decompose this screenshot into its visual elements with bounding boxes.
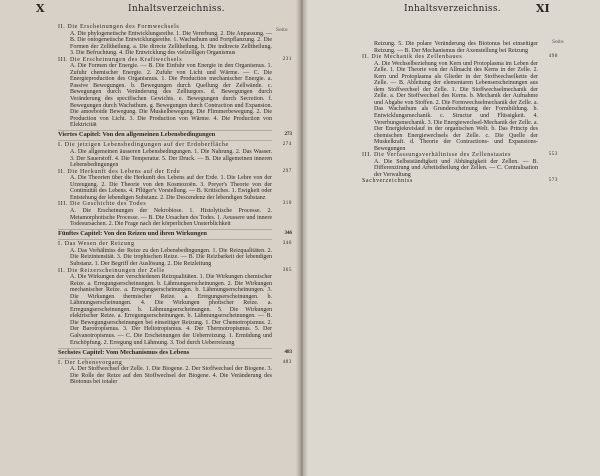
running-head: Inhaltsverzeichniss.: [128, 4, 225, 14]
toc-entry-text: A. Die Wirkungen der verschiedenen Reizqualitäten. 1. Die Wirkungen chemischer Reize. a. Erregungserscheinungen. b. Lähmungserscheinungen. 2. Die Wirkungen mechanischer Reize. a. Erregungserscheinungen. b. Lähmungserscheinungen. 3. Die Wirkungen thermischer Reize. a. Erregungserscheinungen. b. Lähmungserscheinungen. 4. Die Wirkungen photischer Reize. a. Erregungserscheinungen. b. Lähmungserscheinungen. 5. Die Wirkungen elektrischer Reize. a. Erregungserscheinungen. b. Lähmungserscheinungen. — B. Die Bewegungserscheinungen bei einseitiger Reizung. 1. Der Chemotropismus. 2. Der Barotropismus. 3. Der Heliotropismus. 4. Der Thermotropismus. 5. Der Galvanotropismus. — C. Die Erscheinungen der Ueberreizung. 1. Ermüdung und Erschöpfung. 2. Erregung und Lähmung. 3. Tod durch Ueberreizung: [70, 274, 272, 346]
toc-entry-text: III. Die Verfassungsverhältnisse des Zellenstaates: [362, 152, 512, 159]
toc-entry-text: A. Das Verhältniss der Reize zu den Lebensbedingungen. 1. Die Reizqualitäten. 2. Die Reizintensität. 3. Die trophischen Reize. — B. Die Reizbarkeit der lebendigen Substanz. 1. Der Begriff der Auslösung. 2. Die Reizleitung: [70, 247, 272, 267]
toc-subentry: [362, 61, 538, 153]
toc-entry-text: Viertes Capitel: Von den allgemeinen Lebensbedingungen: [58, 131, 216, 139]
toc-subentry: [58, 274, 272, 346]
toc-page-number: 310: [282, 201, 292, 207]
toc-subentry: [58, 31, 272, 57]
toc-subentry: [58, 366, 272, 386]
toc-entry-text: II. Die Reizerscheinungen der Zelle: [58, 267, 165, 274]
toc-page-number: 573: [548, 178, 558, 184]
toc-entry-text: III. Die Erscheinungen des Kraftwechsels: [58, 56, 183, 63]
toc-entry-text: II. Die Mechanik des Zellenbaues: [362, 54, 463, 61]
toc-entry-text: Fünftes Capitel: Von den Reizen und ihren Wirkungen: [58, 230, 207, 238]
toc-page-number: 346: [284, 231, 292, 237]
toc-entry-text: A. Die Wechselbeziehung von Kern und Protoplasma im Leben der Zelle. 1. Die Theorie von der Allmacht des Kerns in der Zelle. 2. Kern und Protoplasma als Glieder in der Stoffwechselkette der Zelle. — B. Ableitung der elementaren Lebenserscheinungen aus dem Stoffwechsel der Zelle. 1. Die Stoffwechselmechanik der Zelle. a. Der Stoffwechsel des Kerns. b. Mechanik der Aufnahme und Abgabe von Stoffen. 2. Die Formwechselmechanik der Zelle. a. Das Wachsthum als Grunderscheinung der Formbildung. b. Entwicklungsmechanik. c. Structur und Flüssigkeit. 4. Vererbungsmechanik. 3. Die Energiewechsel-Mechanik der Zelle. a. Der Energiekreislauf in der organischen Welt. b. Das Princip des chemischen Energiewechsels der Zelle. c. Die Quelle der Muskelkraft. d. Theorie der Contractions- und Expansions-Bewegungen: [374, 60, 538, 152]
toc-page-number: 297: [282, 168, 292, 174]
toc-page-number: 274: [282, 142, 292, 148]
page-number: XI: [536, 2, 550, 15]
toc-subentry: [58, 63, 272, 128]
rule-line: [58, 140, 272, 141]
toc-subentry: [58, 208, 272, 228]
toc-entry-text: A. Die allgemeinen äusseren Lebensbedingungen. 1. Die Nahrung. 2. Das Wasser. 3. Der Sauerstoff. 4. Die Temperatur. 5. Der Druck. — B. Die allgemeinen inneren Lebensbedingungen: [70, 149, 272, 169]
toc-entry-text: A. Der Stoffwechsel der Zelle. 1. Die Biogene. 2. Der Stoffwechsel der Biogene. 3. Die Rolle der Reize auf den Stoffwechsel der Biogene. 4. Die Veränderung des Biotonus bei totaler: [70, 366, 272, 386]
toc-subentry: [58, 149, 272, 169]
toc-entry-text: A. Die phylogenetische Entwicklungsreihe. 1. Die Vererbung. 2. Die Anpassung. — B. Die ontogenetische Entwicklungsreihe. 1. Wachsthum und Fortpflanzung. 2. Die Formen der Zelltheilung. a. Die directe Zelltheilung. b. Die indirecte Zelltheilung. 3. Die Befruchtung. 4. Die Entwicklung des vielzelligen Organismus: [70, 30, 272, 57]
toc-entry-text: III. Die Geschichte des Todes: [58, 201, 147, 208]
column-head: Seite: [276, 28, 288, 33]
toc-page-number: 365: [282, 267, 292, 273]
toc-subentry: [362, 159, 538, 179]
toc-entry-text: II. Die Herkunft des Lebens auf der Erde: [58, 168, 181, 175]
toc-entry-text: Reizung. 5. Die polare Veränderung des Biotonus bei einseitiger Reizung. — B. Der Mechanismus der Axenstellung bei Reizung: [374, 41, 538, 54]
toc-chapter: [58, 131, 292, 139]
page-number: X: [36, 2, 45, 15]
toc-entry-text: Sechstes Capitel: Vom Mechanismus des Lebens: [58, 348, 190, 356]
toc-page-number: 483: [284, 349, 292, 355]
toc-entry-text: II. Die Erscheinungen des Formwechsels: [58, 24, 180, 30]
book-gutter: [296, 0, 308, 476]
toc-subentry: [58, 248, 272, 268]
toc-entry-text: A. Die Formen der Energie. — B. Die Einfuhr von Energie in den Organismus. 1. Zufuhr chemischer Energie. 2. Zufuhr von Licht und Wärme. — C. Die Energieproduction des Organismus. 1. Die Production mechanischer Energie. a. Passive Bewegungen. b. Bewegungen durch Quellung der Zellwände. c. Bewegungen durch Veränderung des Zellturgors. d. Bewegungen durch Veränderung des specifischen Gewichts. e. Bewegungen durch Secretion. f. Bewegungen durch Wachsthum. g. Bewegungen durch Contraction und Expansion. Die amoeboide Bewegung. Die Muskelbewegung. Die Flimmerbewegung. 2. Die Production von Licht. 3. Die Production von Wärme. 4. Die Production von Elektricität: [70, 63, 272, 129]
rule-line: [58, 239, 272, 240]
toc-entry-text: Sachverzeichniss: [362, 178, 413, 185]
running-head: Inhaltsverzeichniss.: [404, 4, 501, 14]
toc-entry-text: I. Das Wesen der Reizung: [58, 241, 135, 248]
toc-page-number: 346: [282, 241, 292, 247]
toc-entry-text: I. Der Lebensvorgang: [58, 359, 123, 366]
toc-entry-text: I. Die jetzigen Lebensbedingungen auf der Erdoberfläche: [58, 142, 229, 149]
toc-chapter: [58, 348, 292, 357]
toc-entry-text: A. Die Theorien über die Herkunft des Lebens auf der Erde. 1. Die Lehre von der Urzeugung. 2. Die Theorie von den Kosmozoën. 3. Preyer's Theorie von der Continuität des Lebens. 4. Pflüger's Vorstellung. — B. Kritisches. 1. Ewigkeit oder Entstehung der lebendigen Substanz. 2. Die Descendenz der lebendigen Substanz: [70, 175, 272, 201]
toc-subentry: [58, 175, 272, 201]
toc-page-number: 553: [548, 152, 558, 158]
right-page: [302, 0, 600, 476]
toc-page-number: 231: [282, 56, 292, 62]
toc-subentry: [362, 41, 538, 54]
column-head: Seite: [552, 40, 564, 45]
rule-line: [58, 358, 272, 359]
toc-page-number: 273: [284, 132, 292, 138]
toc-section: [362, 178, 558, 185]
toc-entry-text: A. Die Erscheinungen der Nekrobiose. 1. Histolytische Processe. 2. Metamorphotische Processe. — B. Die Ursachen des Todes. 1. Aeussere und innere Todesursachen. 2. Die Frage nach der körperlichen Unsterblichkeit: [70, 207, 272, 228]
toc-entry-text: A. Die Selbstständigkeit und Abhängigkeit der Zellen. — B. Differenzirung und Arbeitstheilung der Zellen. — C. Centralisation der Verwaltung: [374, 158, 538, 178]
toc-page-number: 498: [548, 54, 558, 60]
toc-page-number: 483: [282, 359, 292, 365]
toc-chapter: [58, 230, 292, 238]
toc-body-right: [362, 41, 558, 185]
